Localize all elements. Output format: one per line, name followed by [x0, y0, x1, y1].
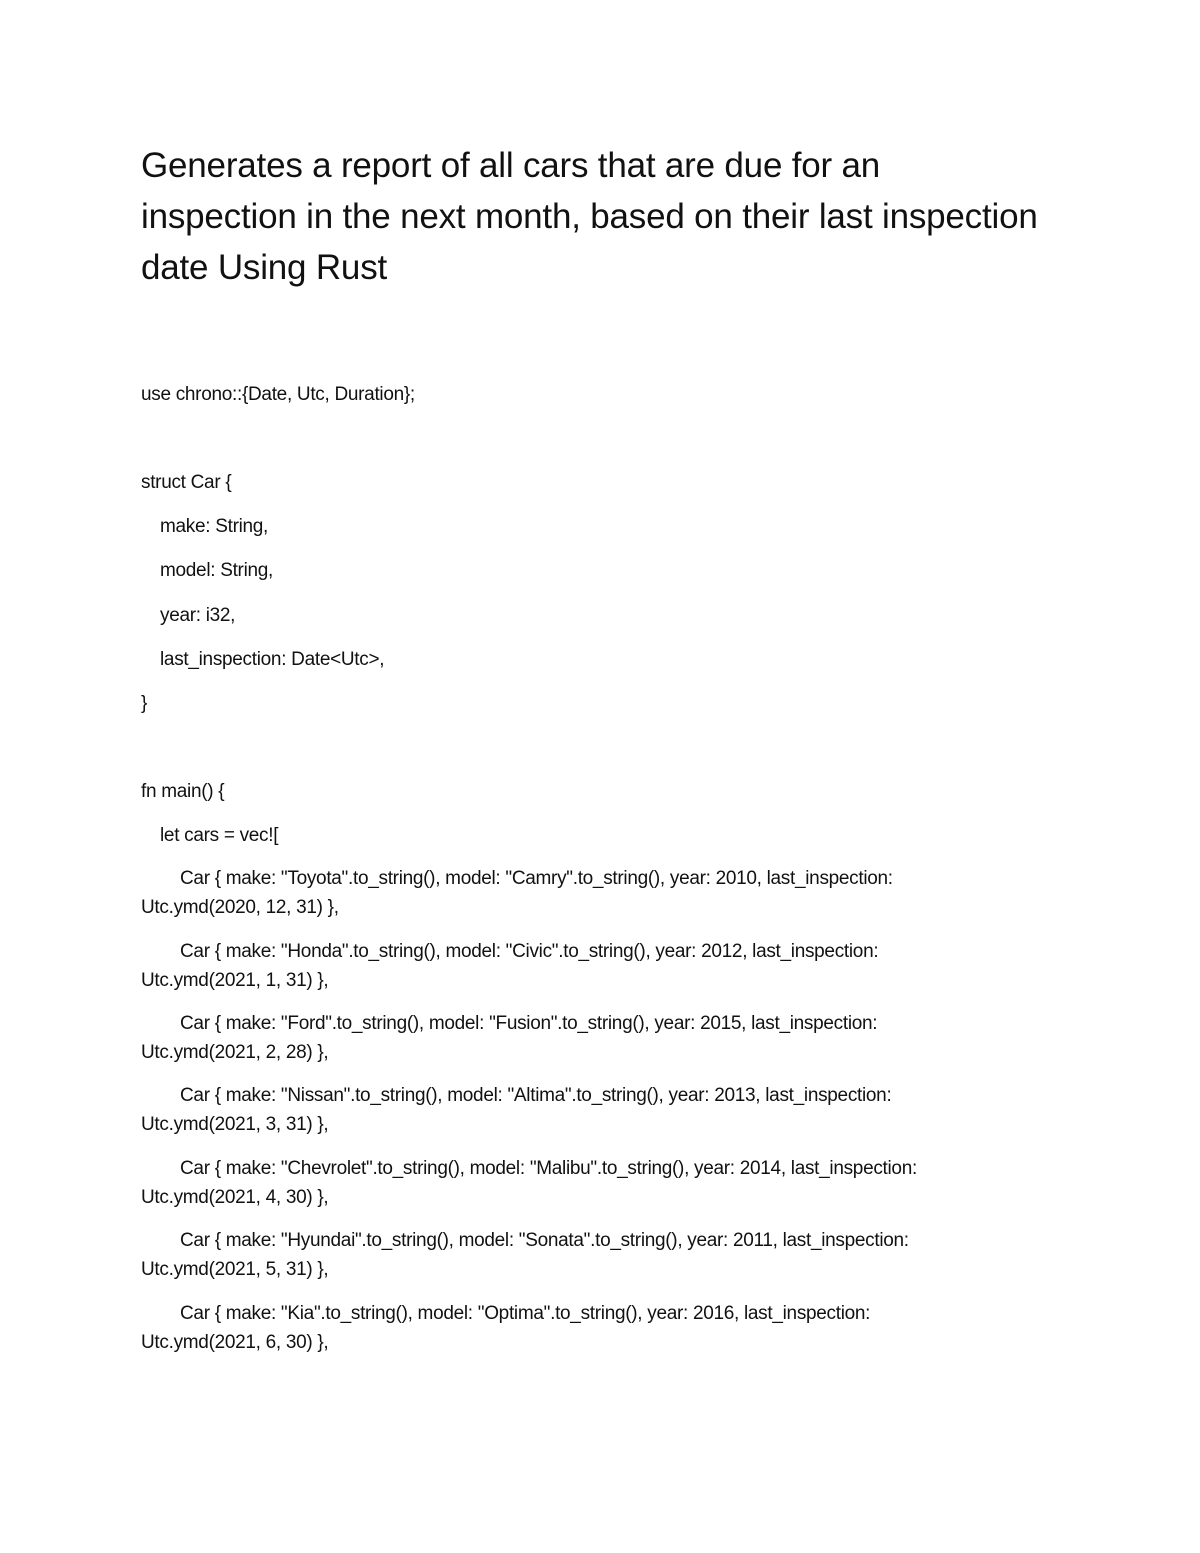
- code-line-car-chevrolet: Car { make: "Chevrolet".to_string(), model: "Malibu".to_string(), year: 2014, last_inspection:: [180, 1158, 917, 1179]
- code-line-field-make: make: String,: [160, 516, 269, 537]
- code-line-car-honda-cont: Utc.ymd(2021, 1, 31) },: [141, 970, 329, 991]
- code-line-field-year: year: i32,: [160, 605, 236, 626]
- code-line-car-kia: Car { make: "Kia".to_string(), model: "Optima".to_string(), year: 2016, last_inspection:: [180, 1303, 871, 1324]
- code-line-car-hyundai-cont: Utc.ymd(2021, 5, 31) },: [141, 1259, 329, 1280]
- document-title: Generates a report of all cars that are due for an inspection in the next month, based on their last inspection date Using Rust: [141, 146, 1038, 287]
- code-line-struct-open: struct Car {: [141, 472, 232, 493]
- code-line-car-nissan: Car { make: "Nissan".to_string(), model: "Altima".to_string(), year: 2013, last_inspection:: [180, 1085, 892, 1106]
- code-line-field-model: model: String,: [160, 560, 274, 581]
- code-line-car-ford: Car { make: "Ford".to_string(), model: "Fusion".to_string(), year: 2015, last_inspection:: [180, 1013, 878, 1034]
- code-line-struct-close: }: [141, 693, 148, 714]
- code-line-let-cars: let cars = vec![: [160, 825, 279, 846]
- code-line-car-toyota: Car { make: "Toyota".to_string(), model: "Camry".to_string(), year: 2010, last_inspection:: [180, 868, 893, 889]
- code-line-car-toyota-cont: Utc.ymd(2020, 12, 31) },: [141, 897, 339, 918]
- code-line-fn-main: fn main() {: [141, 781, 225, 802]
- code-line-use: use chrono::{Date, Utc, Duration};: [141, 384, 415, 405]
- code-line-car-ford-cont: Utc.ymd(2021, 2, 28) },: [141, 1042, 329, 1063]
- code-line-field-last-inspection: last_inspection: Date<Utc>,: [160, 649, 385, 670]
- code-line-car-nissan-cont: Utc.ymd(2021, 3, 31) },: [141, 1114, 329, 1135]
- code-line-car-kia-cont: Utc.ymd(2021, 6, 30) },: [141, 1332, 329, 1353]
- code-line-car-hyundai: Car { make: "Hyundai".to_string(), model: "Sonata".to_string(), year: 2011, last_inspection:: [180, 1230, 909, 1251]
- code-line-car-chevrolet-cont: Utc.ymd(2021, 4, 30) },: [141, 1187, 329, 1208]
- code-line-car-honda: Car { make: "Honda".to_string(), model: "Civic".to_string(), year: 2012, last_inspection:: [180, 941, 879, 962]
